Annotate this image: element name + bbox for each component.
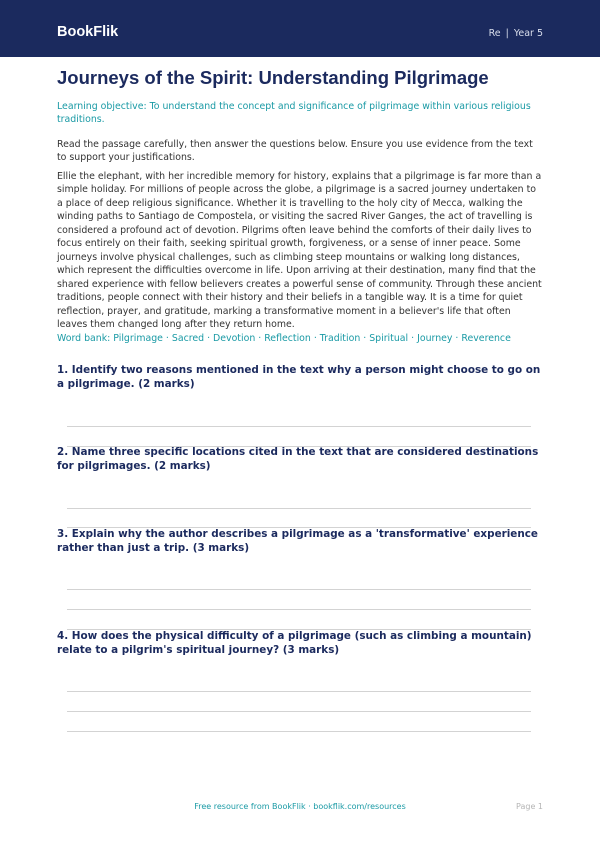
answer-line[interactable]	[67, 609, 531, 610]
year-label: Year 5	[513, 28, 543, 39]
header-bar	[0, 0, 600, 57]
answer-line[interactable]	[67, 691, 531, 692]
question-2: 2. Name three specific locations cited in the text that are considered destinations for pilgrimages. (2 marks)	[57, 446, 539, 472]
subject-label: Re	[488, 28, 501, 39]
page-number: Page 1	[516, 802, 543, 811]
answer-line[interactable]	[67, 711, 531, 712]
footer-resource-link[interactable]: Free resource from BookFlik · bookflik.com/resources	[194, 802, 406, 811]
reading-passage: Ellie the elephant, with her incredible memory for history, explains that a pilgrimage is far more than a simple holiday. For millions of people across the globe, a pilgrimage is a sacred journey undertaken to a place of deep religious significance. Whether it is travelling to the holy city of Mecca, walking the winding paths to Santiago de Compostela, or visiting the sacred River Ganges, the act of travelling is considered a profound act of devotion. Pilgrims often leave behind the comforts of their daily lives to focus entirely on their faith, seeking spiritual growth, forgiveness, or a sense of inner peace. Some journeys involve physical challenges, such as climbing steep mountains or walking long distances, which represent the difficulties overcome in life. Upon arriving at their destination, many find that the shared experience with fellow believers creates a powerful sense of community. Through these ancient traditions, people connect with their history and their beliefs in a tangible way. It is a time for quiet reflection, prayer, and gratitude, marking a transformative moment in a believer's life that often leaves them changed long after they return home.	[57, 171, 542, 330]
question-4: 4. How does the physical difficulty of a pilgrimage (such as climbing a mountain) relate to a pilgrim's spiritual journey? (3 marks)	[57, 630, 532, 656]
subject-year-label	[489, 28, 543, 40]
instructions: Read the passage carefully, then answer the questions below. Ensure you use evidence from the text to support your justifications.	[57, 139, 533, 163]
answer-line[interactable]	[67, 508, 531, 509]
brand-logo[interactable]: BookFlik	[57, 24, 119, 40]
answer-line[interactable]	[67, 426, 531, 427]
answer-line[interactable]	[67, 731, 531, 732]
page-title: Journeys of the Spirit: Understanding Pilgrimage	[57, 67, 489, 88]
learning-objective: Learning objective: To understand the concept and significance of pilgrimage within various religious traditions.	[57, 101, 531, 125]
answer-line[interactable]	[67, 589, 531, 590]
meta-separator: |	[505, 28, 509, 39]
word-bank: Word bank: Pilgrimage · Sacred · Devotion · Reflection · Tradition · Spiritual · Journey · Reverence	[57, 333, 511, 344]
question-3: 3. Explain why the author describes a pilgrimage as a 'transformative' experience rather than just a trip. (3 marks)	[57, 528, 538, 554]
question-1: 1. Identify two reasons mentioned in the text why a person might choose to go on a pilgrimage. (2 marks)	[57, 364, 541, 390]
